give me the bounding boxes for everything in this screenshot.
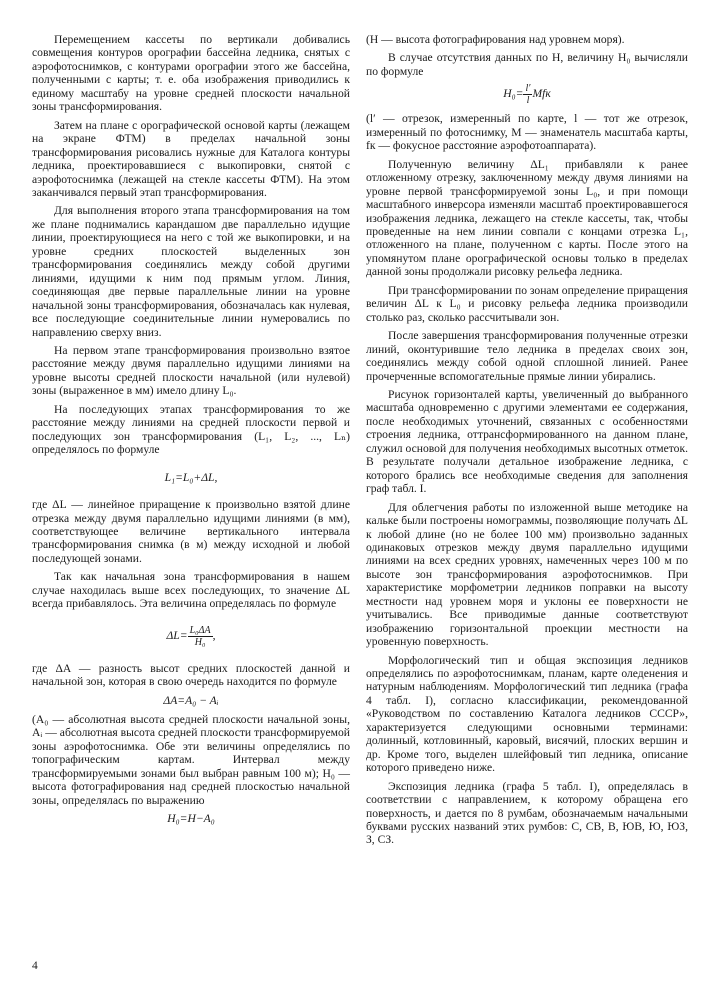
page-number: 4 (32, 960, 38, 972)
paragraph: (H — высота фотографирования над уровнем моря). (366, 33, 625, 46)
paragraph: Для выполнения второго этапа трансформирования на том же плане поднимались карандашом две параллельно идущие линии, проектирующиеся на него с той же выкопировки, и на уровне средних плоскостей выделенных зон трансформирования соединялись между собой другими линиями, идущими к ним под прямым углом. Линия, соединяющая две первые параллельные линии на уровне начальной зоны трансформирования, обозначалась как нулевая, все последующие соединительные линии нумеровались по направлению сверху вниз. (32, 204, 350, 339)
formula-l1: L₁=L₀+ΔL, (164, 470, 218, 484)
paragraph: Для облегчения работы по изложенной выше методике на кальке были построены номограммы, позволяющие получать ΔL к любой длине (но не более 100 мм) произвольно заданных одинаковых отрезков между двумя параллельно идущими линиями на всех средних уровнях, намеченных через 100 м по высоте зон трансформирования аэрофотоснимков. При характеристике морфометрии ледников поправки на высоту местности над уровнем моря и уклоны ее поверхности не учитывались. Все приводимые данные соответствуют изображению горизонтальной проекции местности на уровенную поверхность. (366, 500, 688, 649)
formula-h0-alt (366, 83, 688, 106)
formula-tail: Mfк (532, 87, 551, 101)
fraction (188, 625, 213, 648)
paragraph: Затем на плане с орографической основой карты (лежащем на экране ФТМ) в пределах начальной зоны трансформирования рисовались нужные для Каталога контуры ледника, проектировавшиеся с выкопировки, снятой с аэрофотоснимка (лежащей на стекле кассеты ФТМ). На этом заканчивался первый этап трансформирования. (32, 118, 350, 199)
paragraph: где ΔA — разность высот средних плоскостей данной и начальной зон, которая в свою очередь находится по формуле (32, 661, 350, 689)
paragraph: Морфологический тип и общая экспозиция ледников определялись по аэрофотоснимкам, планам, карте оледенения и натурным наблюдениям. Морфологический тип ледника (графа 4 табл. I), согласно классификации, рекомендованной «Руководством по составлению Каталога ледников СССР», характеризуется следующими основными терминами: долинный, котловинный, каровый, висячий, плоских вершин и др. Кроме того, выделен шлейфовый тип ледника, описание которого приведено ниже. (366, 653, 688, 775)
paragraph: На последующих этапах трансформирования то же расстояние между линиями на средней плоскости первой и последующих зон трансформирования (L₁, L₂, ..., Lₙ) определялось по формуле (32, 402, 350, 457)
formula-tail: , (212, 628, 216, 642)
paragraph: На первом этапе трансформирования произвольно взятое расстояние между двумя параллельно идущими линиями на уровне высоты средней плоскости начальной (или нулевой) зоны (выраженное в мм) имело длину L₀. (32, 343, 350, 398)
paragraph: В случае отсутствия данных по H, величину H₀ вычисляли по формуле (366, 51, 688, 78)
paragraph: Рисунок горизонталей карты, увеличенный до выбранного масштаба одновременно с другими элементами ее содержания, после необходимых уточнений, связанных с особенностями строения ледника, оттрансформированного на данном плане, служил основой для получения необходимых высотных отметок. В результате получали детальное изображение ледника, с которого брались все необходимые сведения для заполнения граф табл. I. (366, 387, 688, 496)
formula-delta-l (32, 625, 350, 648)
paragraph: Так как начальная зона трансформирования в нашем случае находилась выше всех последующих, то значение ΔL всегда прибавлялось. Эта величина определялась по формуле (32, 570, 350, 611)
paragraph: Полученную величину ΔL₁ прибавляли к ранее отложенному отрезку, заключенному между двумя линиями на уровне первой трансформируемой зоны L₀, и при помощи масштабного инверсора изменяли масштаб проектировавшегося изображения ледника, лежащего на стекле кассеты, так, чтобы проведенные на нем линии совпали с концами отрезка L₁, отложенного на плане, полученном с карты. После этого на упомянутом плане орографической основы только в пределах данной зоны продолжали рисовку рельефа ледника. (366, 157, 688, 279)
paragraph: После завершения трансформирования полученные отрезки линий, оконтурившие тело ледника в пределах своих зон, соединялись между собой одной сплошной линией. Ранее прочерченные вспомогательные прямые линии убирались. (366, 329, 688, 383)
paragraph: Экспозиция ледника (графа 5 табл. I), определялась в соответствии с направлением, к которому обращена его поверхность, и дается по 8 румбам, обозначаемым начальными буквами русских названий этих румбов: С, СВ, В, ЮВ, Ю, ЮЗ, З, СЗ. (366, 779, 688, 847)
formula-h0: H₀=H−A₀ (167, 812, 215, 826)
formula-delta-a: ΔA=A₀ − Aᵢ (163, 693, 219, 707)
fraction-denominator: l (526, 95, 530, 107)
paragraph: Перемещением кассеты по вертикали добивались совмещения контуров орографии бассейна ледника, снятых с аэрофотоснимков, с контурами орографии этого же бассейна, полученными с карты; т. е. оба изображения приводились к единому масштабу на уровне средней плоскости начальной зоны трансформирования. (32, 33, 350, 114)
formula-lhs: ΔL= (166, 628, 188, 642)
paragraph: где ΔL — линейное приращение к произвольно взятой длине отрезка между двумя параллельно идущими линиями (в мм), соответствующее величине вертикального интервала трансформирования снимка (в м) между исходной и любой последующей зонами. (32, 498, 350, 565)
fraction-denominator: H₀ (194, 636, 206, 648)
paragraph: (l′ — отрезок, измеренный по карте, l — тот же отрезок, измеренный по фотоснимку, M — знаменатель масштаба карты, fк — фокусное расстояние аэрофотоаппарата). (366, 112, 688, 153)
formula-lhs: H₀= (503, 87, 524, 101)
right-column (366, 33, 688, 852)
fraction-numerator: l′ (525, 83, 531, 95)
fraction-numerator: L₀ΔA (189, 624, 211, 636)
paragraph: При трансформировании по зонам определение приращения величин ΔL к L₀ и рисовку рельефа ледника производили столько раз, сколько рассчитывали зон. (366, 283, 688, 324)
paragraph: (A₀ — абсолютная высота средней плоскости начальной зоны, Aᵢ — абсолютная высота средней плоскости трансформируемой зоны аэрофотоснимка. Обе эти величины определялись по топографическим картам. Интервал между трансформируемыми зонами был выбран равным 100 м); H₀ — высота фотографирования над средней плоскостью начальной зоны, определялась по выражению (32, 713, 350, 807)
left-column (32, 33, 350, 832)
